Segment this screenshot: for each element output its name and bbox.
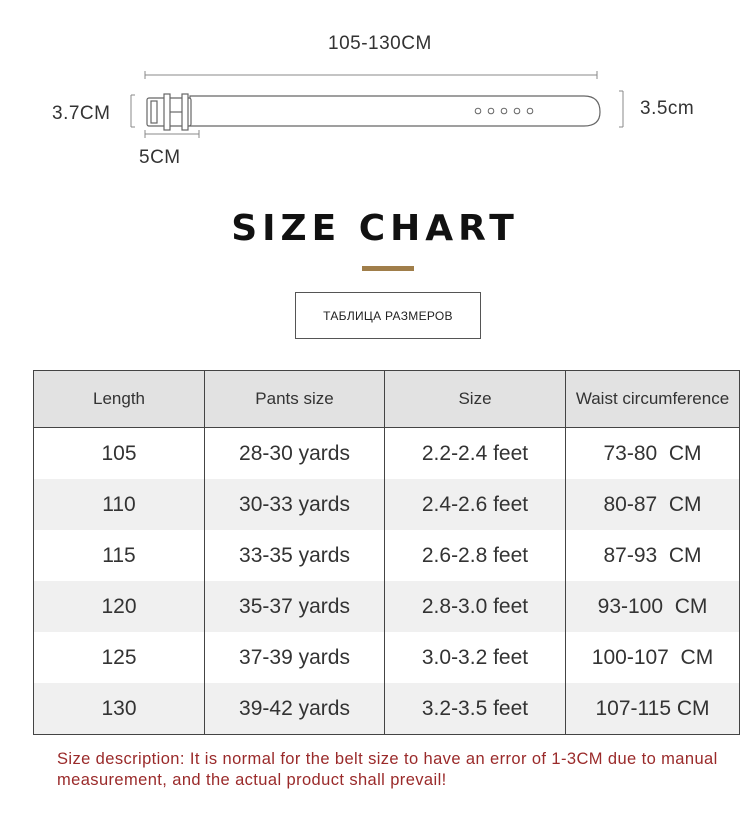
cell-length: 110: [34, 479, 205, 530]
cell-pants-size: 35-37 yards: [205, 581, 385, 632]
title-accent-bar: [362, 266, 414, 271]
belt-buckle: [147, 94, 191, 130]
table-row: [34, 479, 740, 530]
cell-pants-size: 30-33 yards: [205, 479, 385, 530]
cell-waist: 73-80 CM: [566, 428, 740, 480]
table-header-row: [34, 371, 740, 428]
cell-waist: 93-100 CM: [566, 581, 740, 632]
cell-length: 105: [34, 428, 205, 480]
column-header-pants-size: Pants size: [205, 371, 385, 428]
cell-length: 115: [34, 530, 205, 581]
column-header-length: Length: [34, 371, 205, 428]
length-dimension-line: [145, 71, 597, 79]
buckle-width-dimension-line: [145, 130, 199, 138]
table-row: [34, 581, 740, 632]
size-table: [33, 370, 740, 735]
strap-width-label: 3.5cm: [640, 98, 695, 119]
cell-waist: 87-93 CM: [566, 530, 740, 581]
cell-length: 130: [34, 683, 205, 735]
cell-waist: 107-115 CM: [566, 683, 740, 735]
table-row: [34, 428, 740, 480]
cell-waist: 80-87 CM: [566, 479, 740, 530]
total-length-label: 105-130CM: [328, 33, 432, 54]
page-title: SIZE CHART: [231, 208, 519, 249]
table-row: [34, 632, 740, 683]
subtitle-text: ТАБЛИЦА РАЗМЕРОВ: [323, 308, 453, 323]
buckle-width-label: 5CM: [139, 147, 181, 168]
cell-size: 2.8-3.0 feet: [385, 581, 566, 632]
table-row: [34, 530, 740, 581]
cell-pants-size: 33-35 yards: [205, 530, 385, 581]
belt-strap: [190, 96, 600, 126]
cell-pants-size: 39-42 yards: [205, 683, 385, 735]
cell-waist: 100-107 CM: [566, 632, 740, 683]
cell-length: 120: [34, 581, 205, 632]
size-description-note: Size description: It is normal for the belt size to have an error of 1-3CM due to manual measurement, and the actual product shall prevail!: [57, 750, 718, 789]
cell-size: 3.2-3.5 feet: [385, 683, 566, 735]
belt-diagram: [0, 0, 750, 200]
cell-size: 2.4-2.6 feet: [385, 479, 566, 530]
table-row: [34, 683, 740, 735]
buckle-height-bracket: [131, 95, 135, 127]
buckle-height-label: 3.7CM: [52, 103, 111, 124]
strap-width-bracket: [619, 91, 623, 127]
cell-size: 3.0-3.2 feet: [385, 632, 566, 683]
cell-size: 2.2-2.4 feet: [385, 428, 566, 480]
cell-pants-size: 28-30 yards: [205, 428, 385, 480]
column-header-waist: Waist circumference: [566, 371, 740, 428]
cell-pants-size: 37-39 yards: [205, 632, 385, 683]
cell-length: 125: [34, 632, 205, 683]
subtitle-box: [295, 292, 481, 339]
column-header-size: Size: [385, 371, 566, 428]
cell-size: 2.6-2.8 feet: [385, 530, 566, 581]
